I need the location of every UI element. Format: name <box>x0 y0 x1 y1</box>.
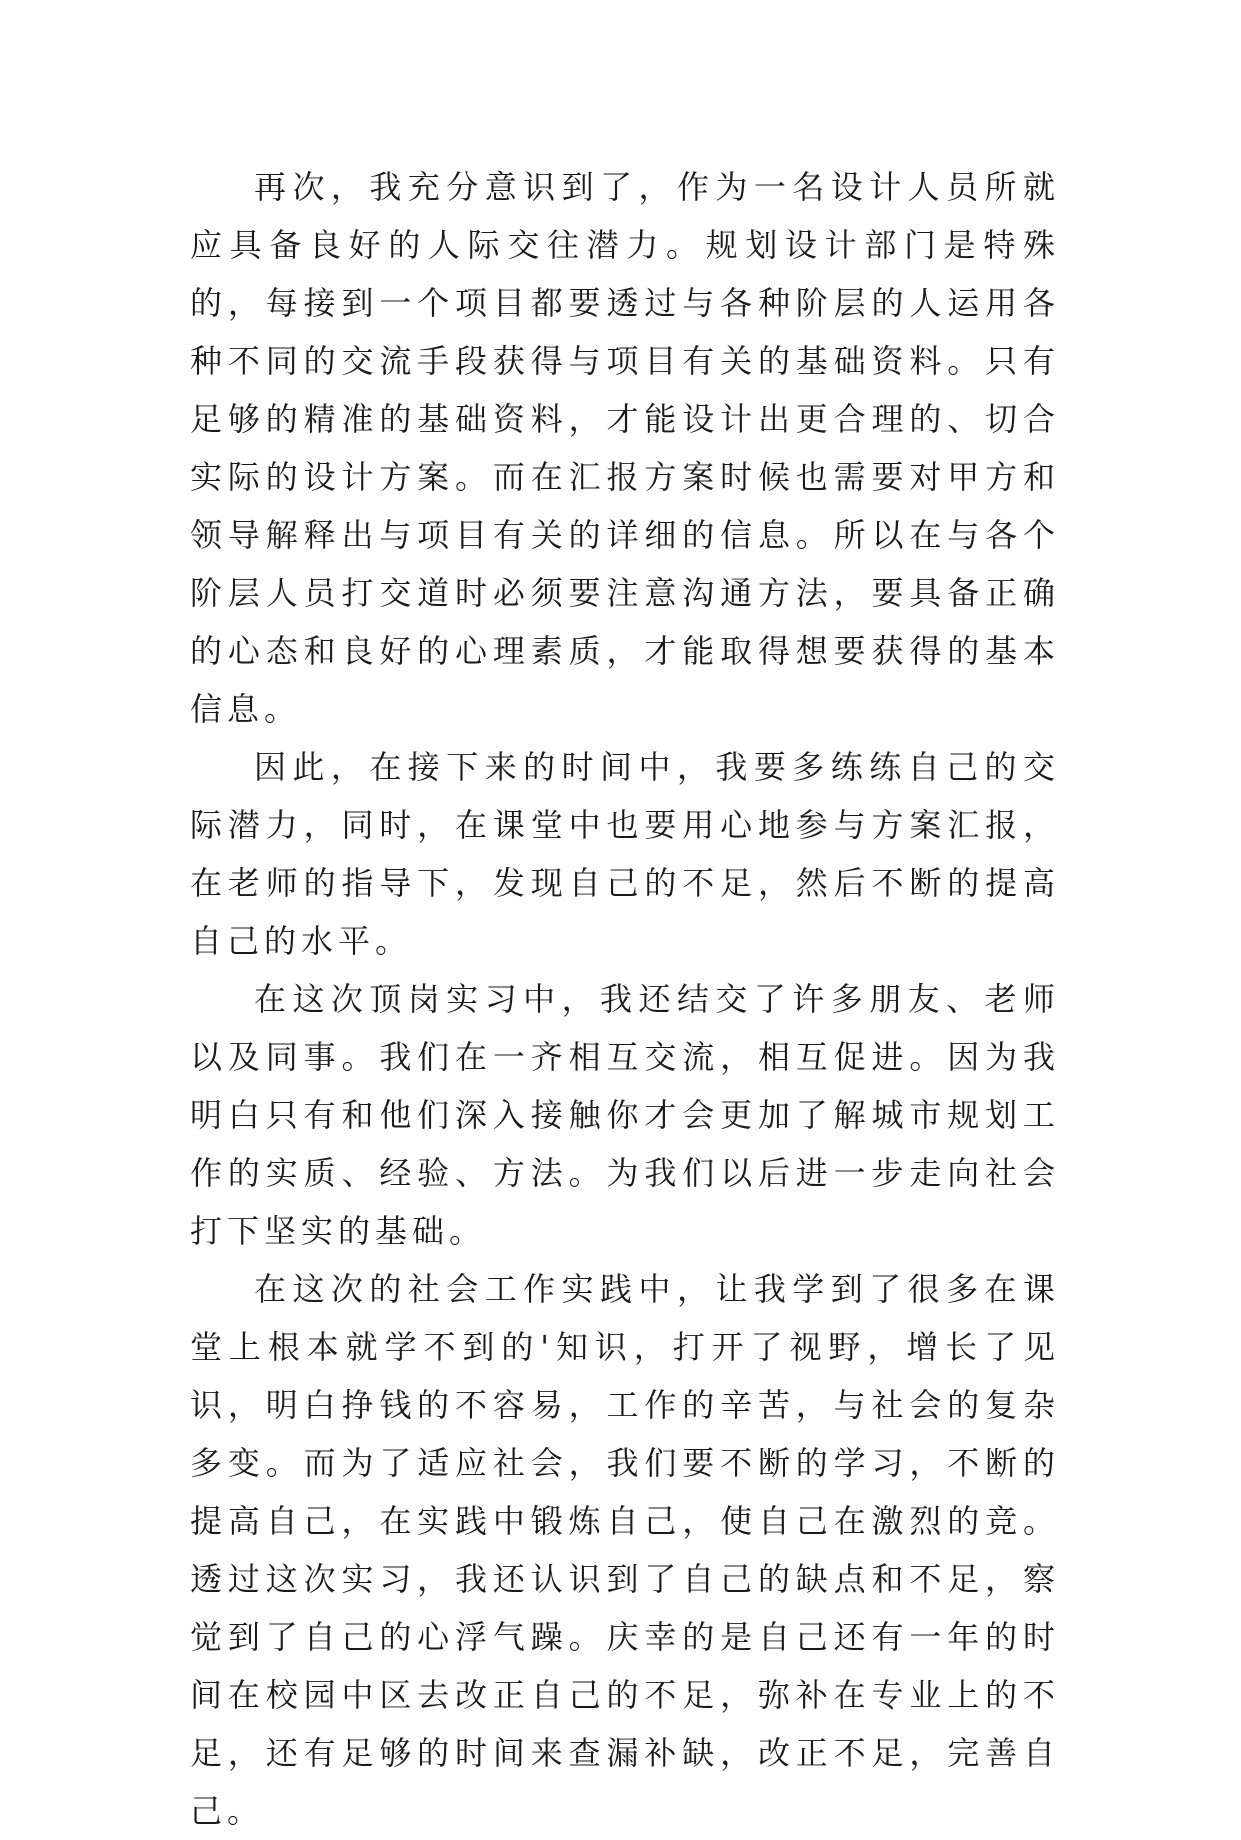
paragraph-improvement-plan: 因此，在接下来的时间中，我要多练练自己的交际潜力，同时，在课堂中也要用心地参与方案汇报，在老师的指导下，发现自己的不足，然后不断的提高自己的水平。 <box>190 748 1060 960</box>
paragraph-friends-colleagues: 在这次顶岗实习中，我还结交了许多朋友、老师以及同事。我们在一齐相互交流，相互促进。因为我明白只有和他们深入接触你才会更加了解城市规划工作的实质、经验、方法。为我们以后进一步走向社会打下坚实的基础。 <box>190 980 1060 1250</box>
paragraph-practice-summary: 在这次的社会工作实践中，让我学到了很多在课堂上根本就学不到的'知识，打开了视野，增长了见识，明白挣钱的不容易，工作的辛苦，与社会的复杂多变。而为了适应社会，我们要不断的学习，不断的提高自己，在实践中锻炼自己，使自己在激烈的竞。透过这次实习，我还认识到了自己的缺点和不足，察觉到了自己的心浮气躁。庆幸的是自己还有一年的时间在校园中区去改正自己的不足，弥补在专业上的不足，还有足够的时间来查漏补缺，改正不足，完善自己。 <box>190 1270 1060 1830</box>
document-body <box>190 158 1060 1840</box>
paragraph-interpersonal-skills: 再次，我充分意识到了，作为一名设计人员所就应具备良好的人际交往潜力。规划设计部门是特殊的，每接到一个项目都要透过与各种阶层的人运用各种不同的交流手段获得与项目有关的基础资料。只有足够的精准的基础资料，才能设计出更合理的、切合实际的设计方案。而在汇报方案时候也需要对甲方和领导解释出与项目有关的详细的信息。所以在与各个阶层人员打交道时必须要注意沟通方法，要具备正确的心态和良好的心理素质，才能取得想要获得的基本信息。 <box>190 168 1060 728</box>
